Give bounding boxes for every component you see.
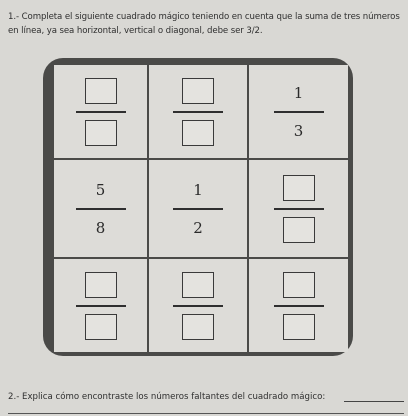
fraction [274, 175, 324, 243]
fraction-bar [173, 208, 223, 210]
cell-r2-c1 [54, 160, 147, 257]
fraction-bar [173, 111, 223, 113]
magic-square-grid [54, 65, 346, 350]
numerator: 1 [293, 83, 304, 102]
fraction-bar [76, 111, 126, 113]
fraction [76, 78, 126, 146]
answer-line[interactable] [8, 413, 404, 414]
cell-r1-c2 [149, 65, 247, 158]
fraction-bar [76, 305, 126, 307]
numerator-blank-box[interactable] [85, 272, 117, 298]
fraction [173, 78, 223, 146]
numerator-blank-box[interactable] [283, 272, 315, 298]
fraction [76, 179, 126, 239]
fraction [274, 272, 324, 340]
denominator: 8 [95, 218, 106, 237]
answer-line[interactable] [344, 401, 404, 402]
cell-r3-c2 [149, 259, 247, 352]
numerator: 5 [95, 180, 106, 199]
numerator-blank-box[interactable] [182, 78, 214, 104]
cell-r3-c3 [249, 259, 348, 352]
fraction-bar [274, 111, 324, 113]
fraction [274, 82, 324, 142]
denominator-blank-box[interactable] [283, 314, 315, 340]
exercise-1-instruction [8, 10, 404, 38]
fraction-bar [274, 208, 324, 210]
denominator: 2 [193, 218, 203, 237]
fraction [173, 272, 223, 340]
denominator-blank-box[interactable] [283, 217, 315, 243]
instruction-line-2: en línea, ya sea horizontal, vertical o diagonal, debe ser 3/2. [8, 26, 263, 36]
fraction [173, 179, 223, 239]
fraction-bar [274, 305, 324, 307]
cell-r2-c2 [149, 160, 247, 257]
numerator-blank-box[interactable] [182, 272, 214, 298]
denominator: 3 [293, 121, 304, 140]
denominator-blank-box[interactable] [85, 120, 117, 146]
cell-r1-c3 [249, 65, 348, 158]
cell-r1-c1 [54, 65, 147, 158]
cell-r2-c3 [249, 160, 348, 257]
denominator-blank-box[interactable] [85, 314, 117, 340]
exercise-2-question: 2.- Explica cómo encontraste los números faltantes del cuadrado mágico: [8, 392, 326, 402]
denominator-blank-box[interactable] [182, 120, 214, 146]
instruction-line-1: 1.- Completa el siguiente cuadrado mágico teniendo en cuenta que la suma de tres números [8, 12, 400, 22]
numerator: 1 [193, 180, 203, 199]
fraction [76, 272, 126, 340]
numerator-blank-box[interactable] [85, 78, 117, 104]
fraction-bar [76, 208, 126, 210]
cell-r3-c1 [54, 259, 147, 352]
fraction-bar [173, 305, 223, 307]
numerator-blank-box[interactable] [283, 175, 315, 201]
denominator-blank-box[interactable] [182, 314, 214, 340]
